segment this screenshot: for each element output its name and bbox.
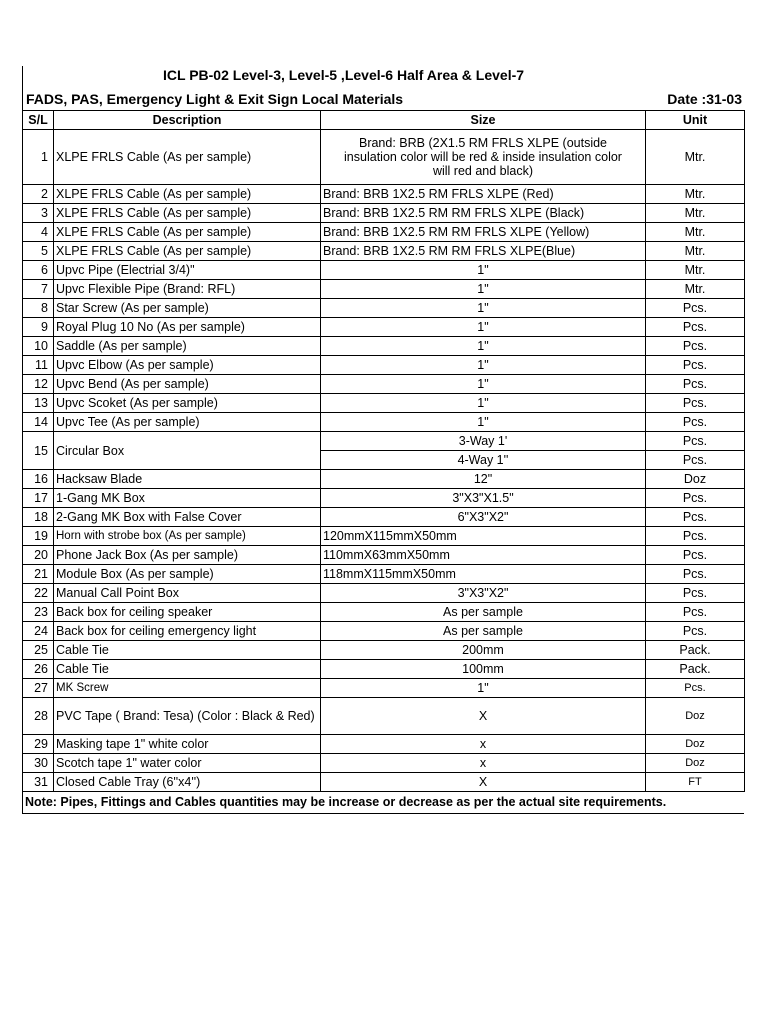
row-size: As per sample bbox=[321, 622, 646, 641]
row-description: Upvc Flexible Pipe (Brand: RFL) bbox=[54, 280, 321, 299]
header-sl: S/L bbox=[23, 111, 54, 130]
row-sl: 11 bbox=[23, 356, 54, 375]
row-unit: Pack. bbox=[646, 641, 745, 660]
row-size: 100mm bbox=[321, 660, 646, 679]
table-row bbox=[23, 584, 745, 603]
row-size: 1" bbox=[321, 413, 646, 432]
table-row bbox=[23, 660, 745, 679]
row-size: 3-Way 1' bbox=[321, 432, 646, 451]
row-size: Brand: BRB 1X2.5 RM RM FRLS XLPE (Black) bbox=[321, 204, 646, 223]
row-description: Masking tape 1" white color bbox=[54, 735, 321, 754]
row-sl: 7 bbox=[23, 280, 54, 299]
row-size: 1" bbox=[321, 261, 646, 280]
row-sl: 4 bbox=[23, 223, 54, 242]
table-row bbox=[23, 641, 745, 660]
table-row bbox=[23, 223, 745, 242]
row-description: Saddle (As per sample) bbox=[54, 337, 321, 356]
row-size: 1" bbox=[321, 375, 646, 394]
row-unit: Pack. bbox=[646, 660, 745, 679]
row-size: Brand: BRB 1X2.5 RM RM FRLS XLPE(Blue) bbox=[321, 242, 646, 261]
note-row bbox=[22, 792, 744, 814]
row-description: Horn with strobe box (As per sample) bbox=[54, 527, 321, 546]
sheet-title: ICL PB-02 Level-3, Level-5 ,Level-6 Half Area & Level-7 bbox=[163, 67, 525, 83]
row-size: 4-Way 1'' bbox=[321, 451, 646, 470]
row-unit: Pcs. bbox=[646, 375, 745, 394]
row-sl: 18 bbox=[23, 508, 54, 527]
table-row bbox=[23, 242, 745, 261]
row-size: X bbox=[321, 773, 646, 792]
row-size: 1" bbox=[321, 679, 646, 698]
table-row bbox=[23, 318, 745, 337]
table-row bbox=[23, 735, 745, 754]
table-row bbox=[23, 299, 745, 318]
row-unit: Doz bbox=[646, 735, 745, 754]
row-sl: 20 bbox=[23, 546, 54, 565]
row-sl: 22 bbox=[23, 584, 54, 603]
row-unit: Pcs. bbox=[646, 527, 745, 546]
row-description: MK Screw bbox=[54, 679, 321, 698]
row-description: Upvc Bend (As per sample) bbox=[54, 375, 321, 394]
row-unit: Mtr. bbox=[646, 261, 745, 280]
table-row bbox=[23, 432, 745, 451]
row-unit: Pcs. bbox=[646, 299, 745, 318]
row-size: 1" bbox=[321, 299, 646, 318]
row-unit: Pcs. bbox=[646, 337, 745, 356]
row-unit: Mtr. bbox=[646, 223, 745, 242]
table-body bbox=[23, 130, 745, 792]
table-row bbox=[23, 356, 745, 375]
table-header-row bbox=[23, 111, 745, 130]
row-unit: Pcs. bbox=[646, 356, 745, 375]
row-description: Back box for ceiling speaker bbox=[54, 603, 321, 622]
row-sl: 2 bbox=[23, 185, 54, 204]
row-description: 1-Gang MK Box bbox=[54, 489, 321, 508]
row-size: Brand: BRB 1X2.5 RM FRLS XLPE (Red) bbox=[321, 185, 646, 204]
table-row bbox=[23, 337, 745, 356]
row-sl: 5 bbox=[23, 242, 54, 261]
row-description: Cable Tie bbox=[54, 641, 321, 660]
row-sl: 12 bbox=[23, 375, 54, 394]
row-description: Phone Jack Box (As per sample) bbox=[54, 546, 321, 565]
row-description: Upvc Elbow (As per sample) bbox=[54, 356, 321, 375]
header-unit: Unit bbox=[646, 111, 745, 130]
row-unit: Pcs. bbox=[646, 394, 745, 413]
row-sl: 9 bbox=[23, 318, 54, 337]
row-unit: Pcs. bbox=[646, 622, 745, 641]
row-sl: 13 bbox=[23, 394, 54, 413]
table-row bbox=[23, 470, 745, 489]
table-row bbox=[23, 204, 745, 223]
table-row bbox=[23, 565, 745, 584]
table-row bbox=[23, 375, 745, 394]
row-sl: 16 bbox=[23, 470, 54, 489]
row-unit: Pcs. bbox=[646, 451, 745, 470]
row-size: x bbox=[321, 754, 646, 773]
row-unit: Pcs. bbox=[646, 679, 745, 698]
row-unit: FT bbox=[646, 773, 745, 792]
row-description: Cable Tie bbox=[54, 660, 321, 679]
row-size: 1" bbox=[321, 394, 646, 413]
row-unit: Pcs. bbox=[646, 546, 745, 565]
row-unit: Pcs. bbox=[646, 508, 745, 527]
row-sl: 25 bbox=[23, 641, 54, 660]
table-row bbox=[23, 754, 745, 773]
row-unit: Pcs. bbox=[646, 565, 745, 584]
row-description: Royal Plug 10 No (As per sample) bbox=[54, 318, 321, 337]
row-sl: 10 bbox=[23, 337, 54, 356]
row-size: X bbox=[321, 698, 646, 735]
row-description: Back box for ceiling emergency light bbox=[54, 622, 321, 641]
row-description: Hacksaw Blade bbox=[54, 470, 321, 489]
row-size: 1" bbox=[321, 337, 646, 356]
header-size: Size bbox=[321, 111, 646, 130]
row-description: 2-Gang MK Box with False Cover bbox=[54, 508, 321, 527]
note-text: Note: Pipes, Fittings and Cables quantities may be increase or decrease as per the actual site requirements. bbox=[25, 795, 667, 809]
table-row bbox=[23, 546, 745, 565]
row-size: 120mmX115mmX50mm bbox=[321, 527, 646, 546]
row-sl: 26 bbox=[23, 660, 54, 679]
row-sl: 14 bbox=[23, 413, 54, 432]
table-row bbox=[23, 413, 745, 432]
row-size: 12" bbox=[321, 470, 646, 489]
row-unit: Mtr. bbox=[646, 204, 745, 223]
row-sl: 15 bbox=[23, 432, 54, 470]
row-sl: 17 bbox=[23, 489, 54, 508]
row-sl: 23 bbox=[23, 603, 54, 622]
row-size: 3"X3"X1.5" bbox=[321, 489, 646, 508]
row-description: XLPE FRLS Cable (As per sample) bbox=[54, 185, 321, 204]
row-unit: Pcs. bbox=[646, 584, 745, 603]
row-size: Brand: BRB 1X2.5 RM RM FRLS XLPE (Yellow) bbox=[321, 223, 646, 242]
row-unit: Pcs. bbox=[646, 489, 745, 508]
row-sl: 19 bbox=[23, 527, 54, 546]
row-sl: 28 bbox=[23, 698, 54, 735]
sheet-subtitle: FADS, PAS, Emergency Light & Exit Sign Local Materials bbox=[26, 91, 404, 107]
row-description: Manual Call Point Box bbox=[54, 584, 321, 603]
header-description: Description bbox=[54, 111, 321, 130]
table-row bbox=[23, 508, 745, 527]
row-description: Closed Cable Tray (6''x4'') bbox=[54, 773, 321, 792]
table-row bbox=[23, 185, 745, 204]
materials-table bbox=[22, 110, 745, 792]
table-row bbox=[23, 603, 745, 622]
table-row bbox=[23, 527, 745, 546]
table-row bbox=[23, 280, 745, 299]
row-size: As per sample bbox=[321, 603, 646, 622]
table-row bbox=[23, 698, 745, 735]
table-row bbox=[23, 622, 745, 641]
table-row bbox=[23, 130, 745, 185]
row-description: XLPE FRLS Cable (As per sample) bbox=[54, 223, 321, 242]
row-description: Module Box (As per sample) bbox=[54, 565, 321, 584]
row-sl: 8 bbox=[23, 299, 54, 318]
row-size: 200mm bbox=[321, 641, 646, 660]
row-unit: Doz bbox=[646, 698, 745, 735]
row-unit: Mtr. bbox=[646, 130, 745, 185]
row-description: Star Screw (As per sample) bbox=[54, 299, 321, 318]
row-sl: 31 bbox=[23, 773, 54, 792]
row-description: PVC Tape ( Brand: Tesa) (Color : Black & Red) bbox=[54, 698, 321, 735]
row-description: Upvc Pipe (Electrial 3/4)" bbox=[54, 261, 321, 280]
materials-sheet bbox=[22, 66, 744, 814]
row-size: 3"X3"X2" bbox=[321, 584, 646, 603]
row-size: 110mmX63mmX50mm bbox=[321, 546, 646, 565]
row-unit: Doz bbox=[646, 754, 745, 773]
table-row bbox=[23, 773, 745, 792]
row-size: 6"X3"X2" bbox=[321, 508, 646, 527]
row-description: Upvc Tee (As per sample) bbox=[54, 413, 321, 432]
row-description: XLPE FRLS Cable (As per sample) bbox=[54, 242, 321, 261]
row-sl: 1 bbox=[23, 130, 54, 185]
row-size: 1" bbox=[321, 318, 646, 337]
row-size: 1" bbox=[321, 356, 646, 375]
row-sl: 24 bbox=[23, 622, 54, 641]
row-size: 118mmX115mmX50mm bbox=[321, 565, 646, 584]
table-row bbox=[23, 261, 745, 280]
row-unit: Pcs. bbox=[646, 603, 745, 622]
row-sl: 29 bbox=[23, 735, 54, 754]
table-row bbox=[23, 394, 745, 413]
row-description: Circular Box bbox=[54, 432, 321, 470]
row-description: Upvc Scoket (As per sample) bbox=[54, 394, 321, 413]
title-row bbox=[22, 66, 744, 88]
row-sl: 6 bbox=[23, 261, 54, 280]
row-size: 1" bbox=[321, 280, 646, 299]
row-size: x bbox=[321, 735, 646, 754]
row-sl: 30 bbox=[23, 754, 54, 773]
row-sl: 27 bbox=[23, 679, 54, 698]
row-unit: Pcs. bbox=[646, 318, 745, 337]
row-unit: Mtr. bbox=[646, 242, 745, 261]
row-unit: Pcs. bbox=[646, 432, 745, 451]
table-row bbox=[23, 679, 745, 698]
row-size: Brand: BRB (2X1.5 RM FRLS XLPE (outside insulation color will be red & inside insulation color will red and black) bbox=[321, 130, 646, 185]
subtitle-row bbox=[22, 88, 744, 110]
table-row bbox=[23, 489, 745, 508]
row-unit: Mtr. bbox=[646, 280, 745, 299]
sheet-date: Date :31-03 bbox=[667, 91, 742, 107]
row-unit: Pcs. bbox=[646, 413, 745, 432]
row-description: XLPE FRLS Cable (As per sample) bbox=[54, 130, 321, 185]
row-sl: 21 bbox=[23, 565, 54, 584]
row-sl: 3 bbox=[23, 204, 54, 223]
row-description: Scotch tape 1" water color bbox=[54, 754, 321, 773]
row-description: XLPE FRLS Cable (As per sample) bbox=[54, 204, 321, 223]
row-unit: Mtr. bbox=[646, 185, 745, 204]
row-unit: Doz bbox=[646, 470, 745, 489]
